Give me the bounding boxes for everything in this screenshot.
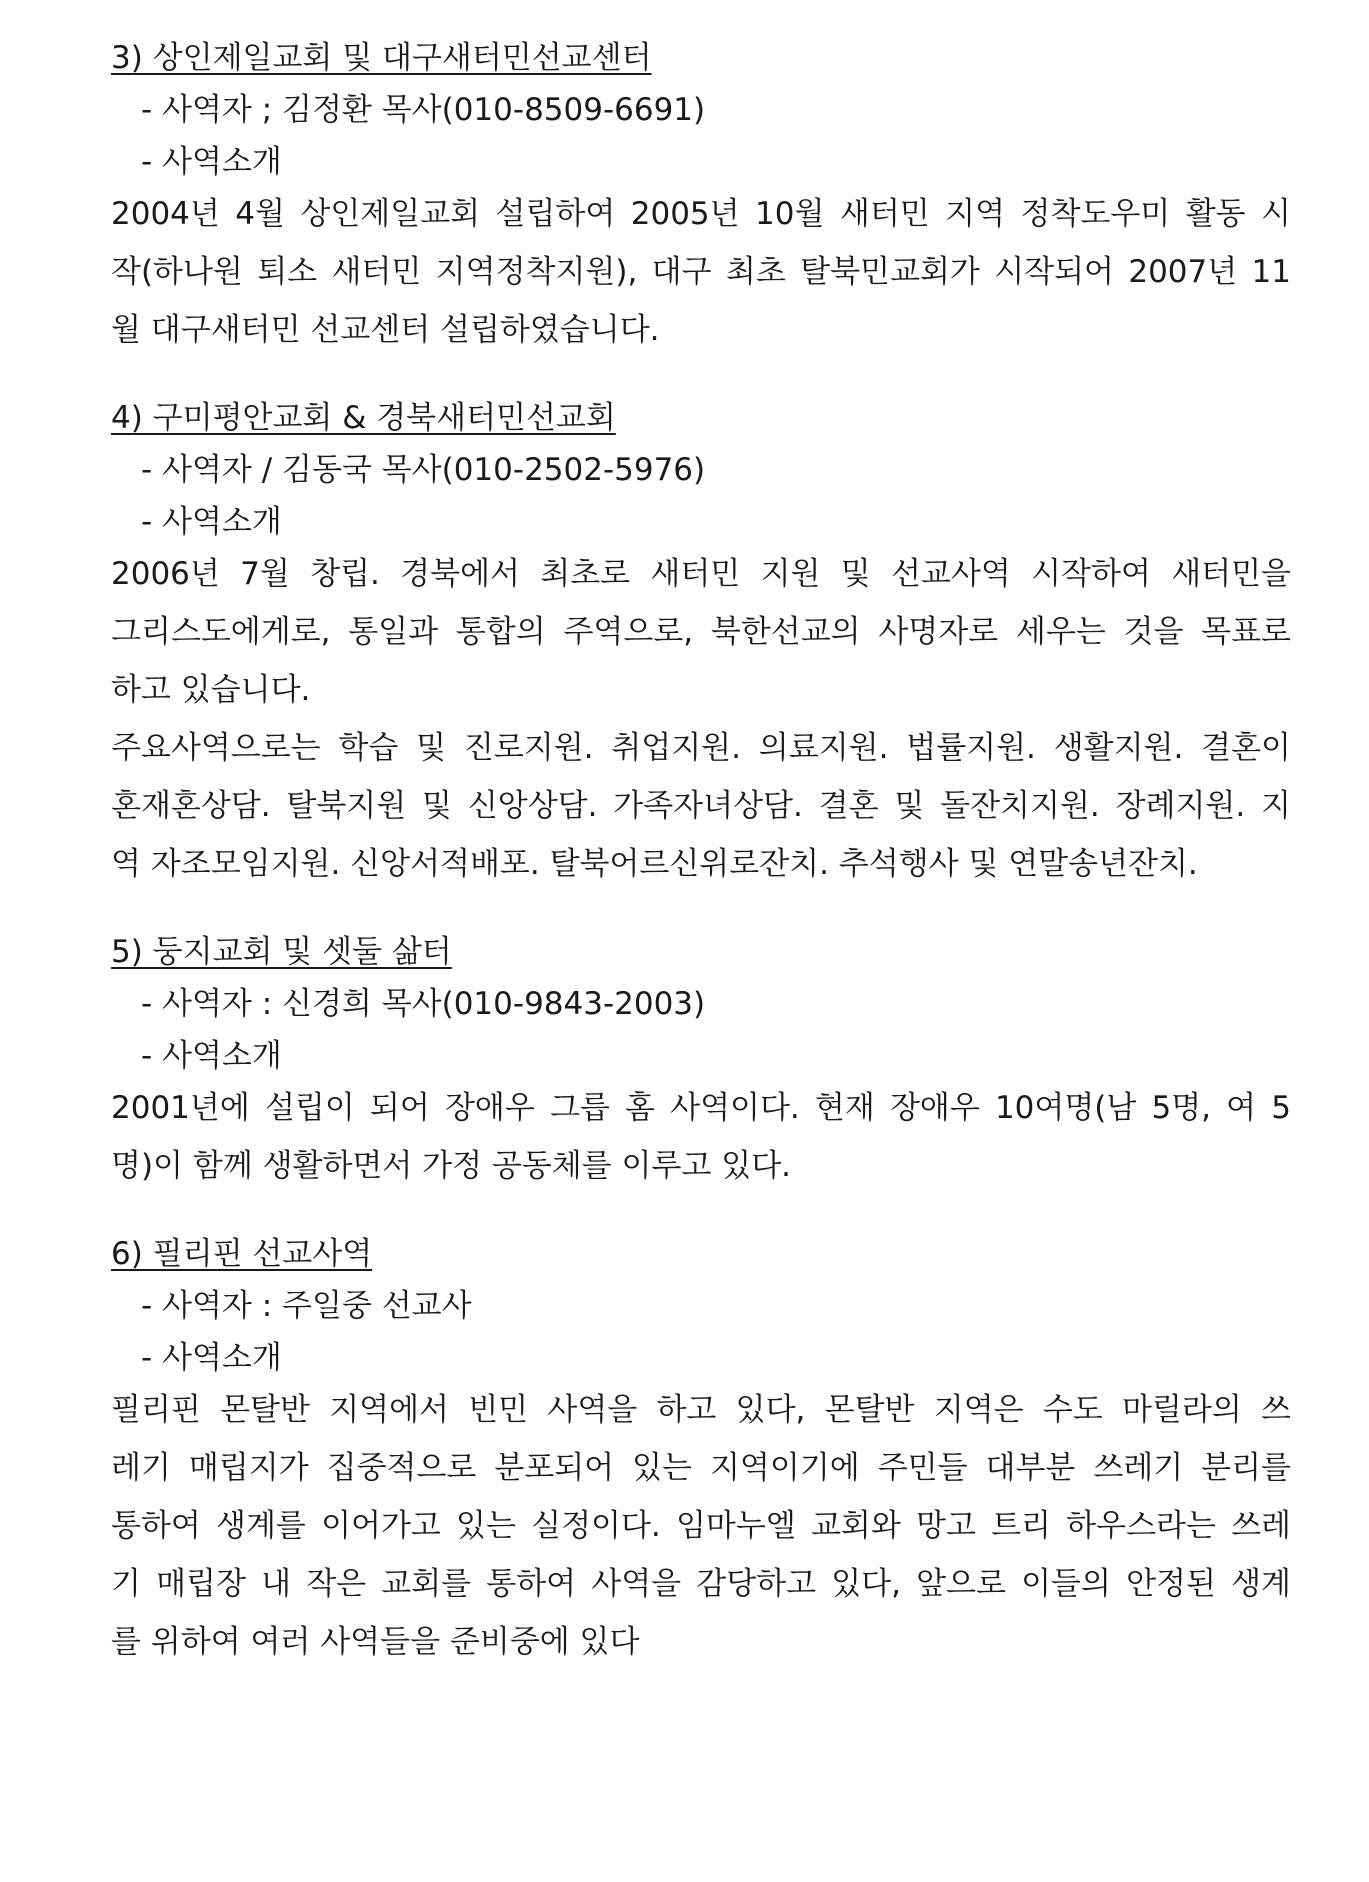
body-line: 하고 있습니다. xyxy=(111,672,311,708)
body-line: 필리핀 몬탈반 지역에서 빈민 사역을 하고 있다, 몬탈반 지역은 수도 마릴라의 쓰 xyxy=(111,1392,1291,1428)
body-line: 주요사역으로는 학습 및 진로지원. 취업지원. 의료지원. 법률지원. 생활지원. 결혼이 xyxy=(111,730,1291,766)
intro-label: - 사역소개 xyxy=(141,144,282,180)
body-line: 작(하나원 퇴소 새터민 지역정착지원), 대구 최초 탈북민교회가 시작되어 2007년 11 xyxy=(111,254,1291,290)
section-heading: 4) 구미평안교회 & 경북새터민선교회 xyxy=(111,400,616,436)
intro-label: - 사역소개 xyxy=(141,1038,282,1074)
intro-label: - 사역소개 xyxy=(141,1340,282,1376)
body-line: 혼재혼상담. 탈북지원 및 신앙상담. 가족자녀상담. 결혼 및 돌잔치지원. 장례지원. 지 xyxy=(111,788,1291,824)
body-line: 그리스도에게로, 통일과 통합의 주역으로, 북한선교의 사명자로 세우는 것을 목표로 xyxy=(111,614,1291,650)
section-nest-church xyxy=(111,934,1291,1184)
section-heading: 3) 상인제일교회 및 대구새터민선교센터 xyxy=(111,40,652,76)
body-line: 2006년 7월 창립. 경북에서 최초로 새터민 지원 및 선교사역 시작하여 새터민을 xyxy=(111,556,1291,592)
section-sangin-church xyxy=(111,40,1291,348)
section-gumi-church xyxy=(111,400,1291,882)
body-line: 기 매립장 내 작은 교회를 통하여 사역을 감당하고 있다, 앞으로 이들의 안정된 생계 xyxy=(111,1566,1291,1602)
body-line: 2001년에 설립이 되어 장애우 그릅 홈 사역이다. 현재 장애우 10여명(남 5명, 여 5 xyxy=(111,1090,1291,1126)
intro-label: - 사역소개 xyxy=(141,504,282,540)
body-line: 통하여 생계를 이어가고 있는 실정이다. 임마누엘 교회와 망고 트리 하우스라는 쓰레 xyxy=(111,1508,1291,1544)
section-heading: 6) 필리핀 선교사역 xyxy=(111,1236,373,1272)
body-line: 월 대구새터민 선교센터 설립하였습니다. xyxy=(111,312,660,348)
section-heading: 5) 둥지교회 및 셋둘 삶터 xyxy=(111,934,452,970)
minister-line: - 사역자 ; 김정환 목사(010-8509-6691) xyxy=(141,92,706,128)
body-line: 2004년 4월 상인제일교회 설립하여 2005년 10월 새터민 지역 정착도우미 활동 시 xyxy=(111,196,1291,232)
body-line: 역 자조모임지원. 신앙서적배포. 탈북어르신위로잔치. 추석행사 및 연말송년잔치. xyxy=(111,846,1198,882)
body-line: 레기 매립지가 집중적으로 분포되어 있는 지역이기에 주민들 대부분 쓰레기 분리를 xyxy=(111,1450,1291,1486)
body-line: 명)이 함께 생활하면서 가정 공동체를 이루고 있다. xyxy=(111,1148,791,1184)
document-page xyxy=(111,40,1291,1682)
minister-line: - 사역자 : 신경희 목사(010-9843-2003) xyxy=(141,986,706,1022)
body-line: 를 위하여 여러 사역들을 준비중에 있다 xyxy=(111,1624,640,1660)
minister-line: - 사역자 / 김동국 목사(010-2502-5976) xyxy=(141,452,706,488)
section-philippines-mission xyxy=(111,1236,1291,1660)
minister-line: - 사역자 : 주일중 선교사 xyxy=(141,1288,472,1324)
